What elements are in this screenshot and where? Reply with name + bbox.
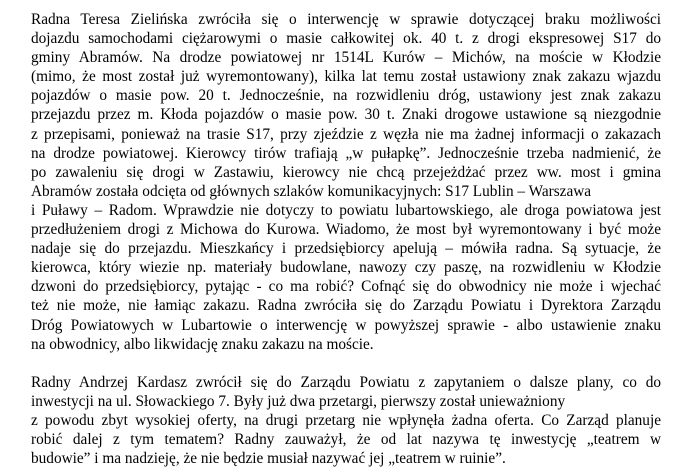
text-line: po zawaleniu się drogi w Zastawiu, kierowcy nie chcą przejeżdżać przez ww. most i gmina	[31, 163, 661, 181]
paragraph-kardasz	[31, 373, 661, 468]
text-line: na drodze powiatowej. Kierowcy tirów trafiają „w pułapkę”. Jednocześnie trzeba nadmienić, że	[31, 144, 661, 162]
text-line: Abramów została odcięta od głównych szlaków komunikacyjnych: S17 Lublin – Warszawa	[31, 182, 592, 200]
text-line: i Puławy – Radom. Wprawdzie nie dotyczy to powiatu lubartowskiego, ale droga powiatowa jest	[31, 201, 661, 219]
text-line: też nie może, nie łamiąc zakazu. Radna zwróciła się do Zarządu Powiatu i Dyrektora Zarządu	[31, 297, 661, 315]
paragraph-zielinska	[31, 10, 661, 354]
text-line: robić dalej z tym tematem? Radny zauważył, że od lat nazywa tę inwestycję „teatrem w	[31, 431, 661, 449]
text-line: przejazdu przez m. Kłoda pojazdów o masie pow. 30 t. Znaki drogowe ustawione są niezgodnie	[31, 106, 661, 124]
text-line: z powodu zbyt wysokiej oferty, na drugi przetarg nie wpłynęła żadna oferta. Co Zarząd planuje	[31, 411, 661, 429]
text-line: Dróg Powiatowych w Lubartowie o interwencję w powyższej sprawie - albo ustawienie znaku	[31, 316, 661, 334]
text-line: inwestycji na ul. Słowackiego 7. Były już dwa przetargi, pierwszy został unieważniony	[31, 392, 566, 410]
paragraph-spacer	[31, 354, 661, 373]
text-line: na obwodnicy, albo likwidację znaku zakazu na moście.	[31, 335, 374, 353]
text-line: budowie” i ma nadzieję, że nie będzie musiał nazywać jej „teatrem w ruinie”.	[31, 450, 506, 468]
text-line: (mimo, że most został już wyremontowany), kilka lat temu został ustawiony znak zakazu wjazdu	[31, 68, 661, 86]
text-line: dzwoni do przedsiębiorcy, pytając - co ma robić? Cofnąć się do obwodnicy nie może i wjechać	[31, 278, 661, 296]
text-line: nadaje się do przejazdu. Mieszkańcy i przedsiębiorcy apelują – mówiła radna. Są sytuacje, że	[31, 240, 661, 258]
text-line: z przepisami, ponieważ na trasie S17, przy zjeździe z węzła nie ma żadnej informacji o zakazach	[31, 125, 661, 143]
text-line: gminy Abramów. Na drodze powiatowej nr 1514L Kurów – Michów, na moście w Kłodzie	[31, 49, 661, 67]
text-line: kierowca, który wiezie np. materiały budowlane, nawozy czy paszę, na rozwidleniu w Kłodzie	[31, 259, 661, 277]
text-line: Radny Andrzej Kardasz zwrócił się do Zarządu Powiatu z zapytaniem o dalsze plany, co do	[31, 373, 661, 391]
text-line: dojazdu samochodami ciężarowymi o masie całkowitej ok. 40 t. z drogi ekspresowej S17 do	[31, 30, 661, 48]
document-page	[31, 10, 661, 468]
text-line: przedłużeniem drogi z Michowa do Kurowa. Wiadomo, że most był wyremontowany i być może	[31, 221, 661, 239]
text-line: pojazdów o masie pow. 20 t. Jednocześnie, na rozwidleniu dróg, ustawiony jest znak zakazu	[31, 87, 661, 105]
text-line: Radna Teresa Zielińska zwróciła się o interwencję w sprawie dotyczącej braku możliwości	[31, 11, 661, 28]
